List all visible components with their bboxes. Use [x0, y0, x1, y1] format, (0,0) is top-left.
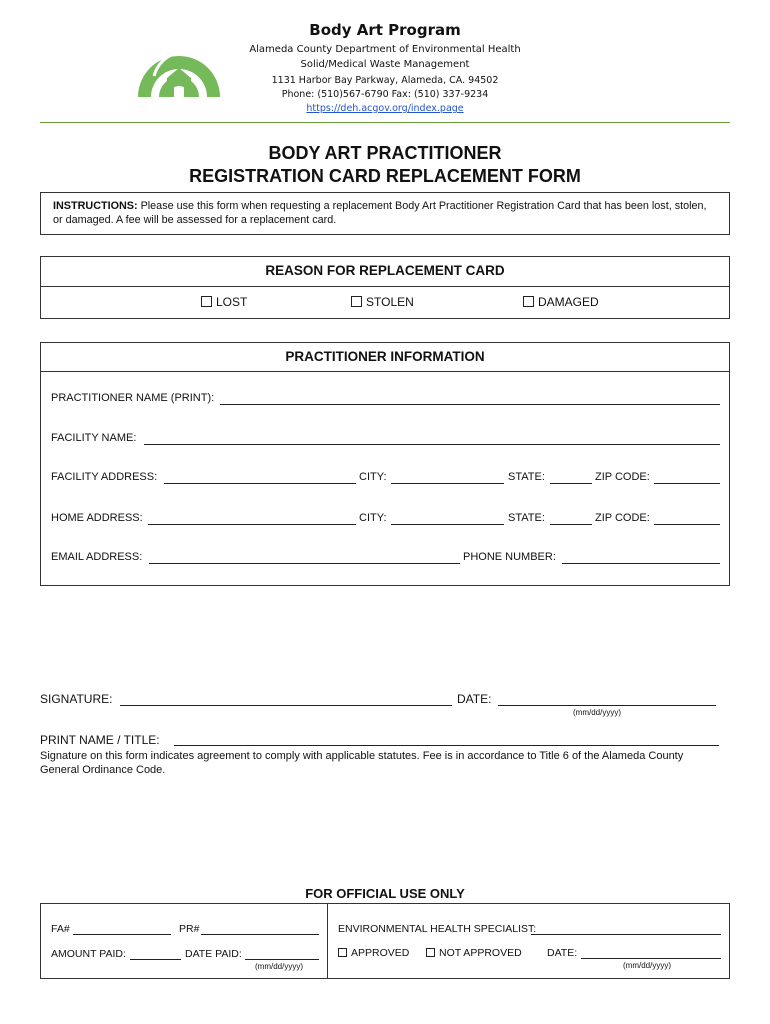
specialist-label: ENVIRONMENTAL HEALTH SPECIALIST:: [338, 923, 537, 935]
damaged-checkbox[interactable]: [523, 295, 599, 309]
form-title-line1: BODY ART PRACTITIONER: [268, 143, 502, 163]
agency-website-link[interactable]: https://deh.acgov.org/index.page: [306, 103, 464, 114]
facility-state-label: STATE:: [508, 471, 545, 483]
home-address-label: HOME ADDRESS:: [51, 512, 143, 524]
stolen-checkbox[interactable]: [351, 295, 414, 309]
phone-field[interactable]: [562, 563, 720, 564]
pr-field[interactable]: [201, 934, 319, 935]
date-paid-field[interactable]: [245, 959, 319, 960]
home-zip-label: ZIP CODE:: [595, 512, 650, 524]
facility-name-field[interactable]: [144, 444, 720, 445]
signature-date-field[interactable]: [498, 705, 716, 706]
program-title: Body Art Program: [309, 21, 461, 39]
facility-address-field[interactable]: [164, 483, 356, 484]
email-label: EMAIL ADDRESS:: [51, 551, 143, 563]
not-approved-checkbox[interactable]: [426, 947, 522, 959]
practitioner-name-label: PRACTITIONER NAME (PRINT):: [51, 392, 215, 404]
email-field[interactable]: [149, 563, 460, 564]
official-use-title: FOR OFFICIAL USE ONLY: [305, 886, 465, 901]
header-divider: [40, 122, 730, 123]
signature-label: SIGNATURE:: [40, 692, 113, 706]
damaged-label: DAMAGED: [538, 295, 599, 309]
reason-title: REASON FOR REPLACEMENT CARD: [265, 263, 505, 278]
agreement-statement: Signature on this form indicates agreement to comply with applicable statutes. Fee is in accordance to Title 6 of the Alameda County General Ordinance Code.: [40, 750, 684, 776]
fa-label: FA#: [51, 923, 70, 935]
date-paid-label: DATE PAID:: [185, 948, 242, 960]
amount-paid-field[interactable]: [130, 959, 181, 960]
approval-date-label: DATE:: [547, 947, 578, 959]
home-city-field[interactable]: [391, 524, 504, 525]
instructions-box: [40, 192, 730, 235]
home-state-label: STATE:: [508, 512, 545, 524]
facility-city-label: CITY:: [359, 471, 387, 483]
agency-phone: Phone: (510)567-6790 Fax: (510) 337-9234: [281, 89, 489, 100]
facility-state-field[interactable]: [550, 483, 592, 484]
division-name: Solid/Medical Waste Management: [300, 59, 470, 70]
home-state-field[interactable]: [550, 524, 592, 525]
fa-field[interactable]: [73, 934, 171, 935]
not-approved-label: NOT APPROVED: [439, 947, 522, 959]
practitioner-section: [40, 342, 730, 586]
approved-label: APPROVED: [351, 947, 410, 959]
agency-address: 1131 Harbor Bay Parkway, Alameda, CA. 94502: [271, 75, 499, 86]
signature-field[interactable]: [120, 705, 452, 706]
approved-checkbox[interactable]: [338, 947, 409, 959]
form-title: [40, 142, 730, 188]
home-address-field[interactable]: [148, 524, 356, 525]
practitioner-name-field[interactable]: [220, 404, 720, 405]
agency-name: Alameda County Department of Environmental Health: [249, 44, 521, 55]
facility-city-field[interactable]: [391, 483, 504, 484]
instructions-label: INSTRUCTIONS:: [53, 200, 138, 212]
print-name-label: PRINT NAME / TITLE:: [40, 733, 160, 747]
facility-zip-field[interactable]: [654, 483, 720, 484]
print-name-field[interactable]: [174, 745, 719, 746]
instructions-text: Please use this form when requesting a replacement Body Art Practitioner Registration Card that has been lost, stolen, or damaged. A fee will be assessed for a replacement card.: [53, 200, 707, 226]
facility-address-label: FACILITY ADDRESS:: [51, 471, 158, 483]
lost-checkbox[interactable]: [201, 295, 247, 309]
phone-label: PHONE NUMBER:: [463, 551, 556, 563]
stolen-label: STOLEN: [366, 295, 414, 309]
official-use-section: [40, 903, 730, 979]
approval-date-hint: (mm/dd/yyyy): [623, 961, 671, 970]
practitioner-title: PRACTITIONER INFORMATION: [285, 349, 485, 364]
lost-label: LOST: [216, 295, 248, 309]
form-title-line2: REGISTRATION CARD REPLACEMENT FORM: [189, 166, 581, 186]
home-zip-field[interactable]: [654, 524, 720, 525]
signature-date-hint: (mm/dd/yyyy): [573, 708, 621, 717]
approval-date-field[interactable]: [581, 958, 721, 959]
date-paid-hint: (mm/dd/yyyy): [255, 962, 303, 971]
amount-paid-label: AMOUNT PAID:: [51, 948, 126, 960]
reason-section: [40, 256, 730, 319]
home-city-label: CITY:: [359, 512, 387, 524]
facility-name-label: FACILITY NAME:: [51, 432, 137, 444]
pr-label: PR#: [179, 923, 200, 935]
facility-zip-label: ZIP CODE:: [595, 471, 650, 483]
signature-date-label: DATE:: [457, 692, 492, 706]
specialist-field[interactable]: [531, 934, 721, 935]
